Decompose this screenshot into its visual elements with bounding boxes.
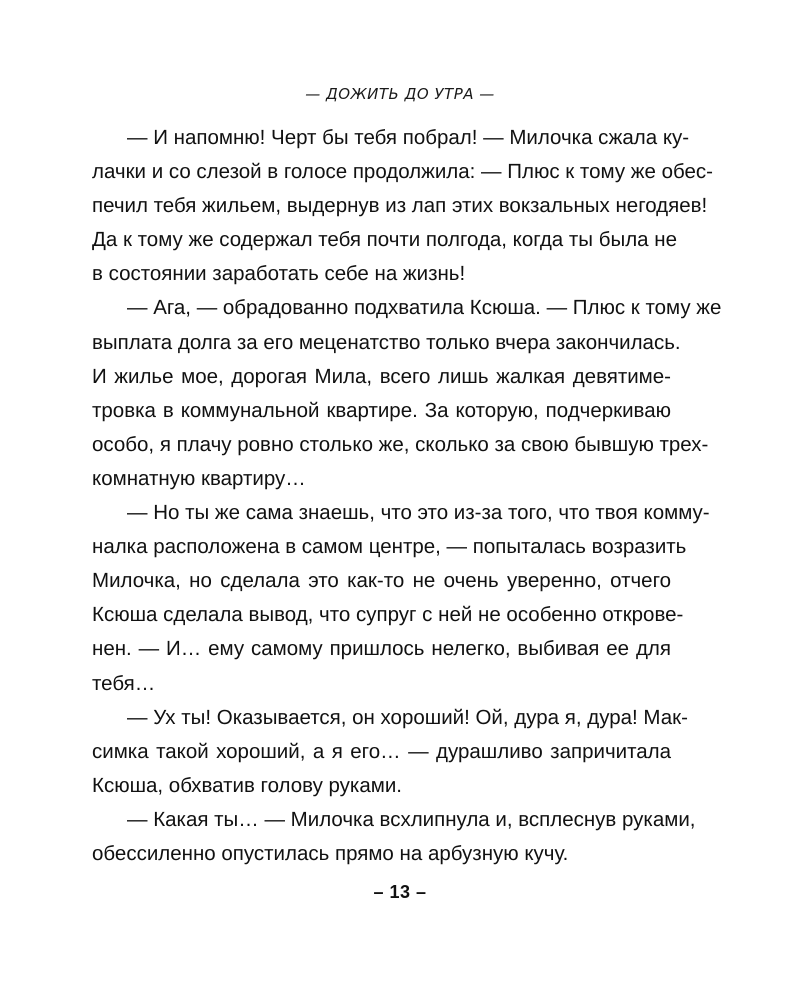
paragraph-1 xyxy=(92,121,713,291)
text-line: — И напомню! Черт бы тебя побрал! — Милочка сжала ку- xyxy=(127,126,690,149)
text-line: нен. — И… ему самому пришлось нелегко, выбивая ее для xyxy=(92,637,671,661)
text-line: Ксюша сделала вывод, что супруг с ней не особенно открове- xyxy=(92,603,684,627)
text-line: тровка в коммунальной квартире. За которую, подчеркиваю xyxy=(92,398,671,422)
text-line: выплата долга за его меценатство только вчера закончилась. xyxy=(92,330,681,354)
text-line: — Ага, — обрадованно подхватила Ксюша. — Плюс к тому же xyxy=(127,296,722,320)
text-line: особо, я плачу ровно столько же, сколько за свою бывшую трех- xyxy=(92,432,709,456)
running-head: — ДОЖИТЬ ДО УТРА — xyxy=(305,85,495,103)
body-text xyxy=(92,121,722,871)
paragraph-3 xyxy=(92,496,710,701)
paragraph-4 xyxy=(92,701,688,803)
paragraph-5 xyxy=(92,803,696,871)
text-line: — Ух ты! Оказывается, он хороший! Ой, дура я, дура! Мак- xyxy=(127,705,688,729)
text-line: комнатную квартиру… xyxy=(92,466,306,490)
text-line: в состоянии заработать себе на жизнь! xyxy=(92,262,466,286)
paragraph-2 xyxy=(92,291,722,496)
text-line: Да к тому же содержал тебя почти полгода, когда ты была не xyxy=(92,228,677,252)
text-line: лачки и со слезой в голосе продолжила: — Плюс к тому же обес- xyxy=(92,160,713,184)
text-line: — Но ты же сама знаешь, что это из-за того, что твоя комму- xyxy=(127,501,710,525)
text-line: Ксюша, обхватив голову руками. xyxy=(92,773,402,797)
text-line: печил тебя жильем, выдернув из лап этих вокзальных негодяев! xyxy=(92,194,708,218)
text-line: налка расположена в самом центре, — попыталась возразить xyxy=(92,535,687,559)
page-number: – 13 – xyxy=(373,882,427,902)
text-line: Милочка, но сделала это как-то не очень уверенно, отчего xyxy=(92,569,671,593)
text-line: тебя… xyxy=(92,671,156,695)
text-line: симка такой хороший, а я его… — дурашливо запричитала xyxy=(92,739,671,763)
text-line: обессиленно опустилась прямо на арбузную кучу. xyxy=(92,841,569,865)
text-line: — Какая ты… — Милочка всхлипнула и, всплеснув руками, xyxy=(127,807,696,831)
text-line: И жилье мое, дорогая Мила, всего лишь жалкая девятиме- xyxy=(92,364,671,388)
